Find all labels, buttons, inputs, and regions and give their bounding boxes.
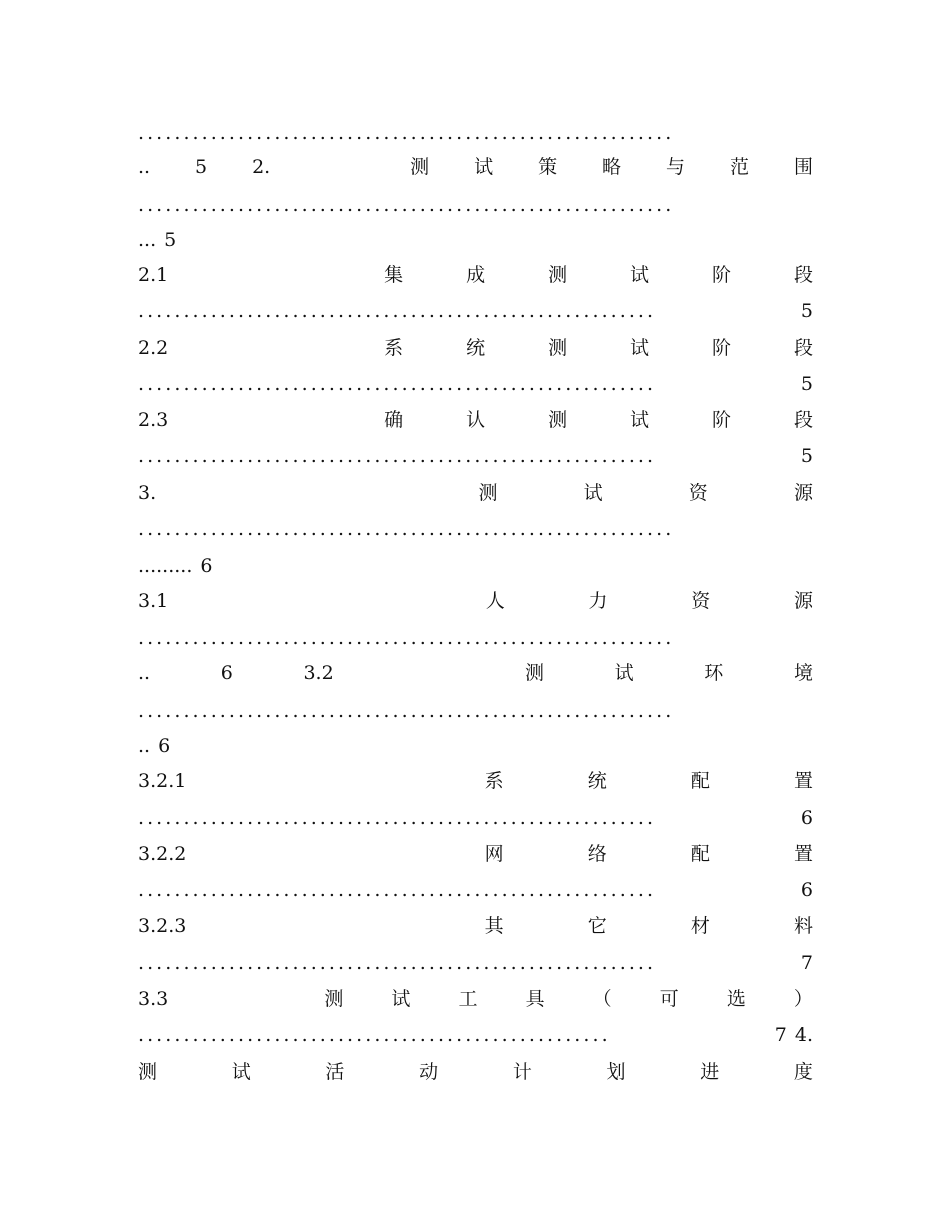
toc-leader-line: ........................................................... bbox=[138, 194, 675, 216]
toc-page-line: .. 6 bbox=[138, 731, 813, 761]
toc-entry-2-2[interactable]: 2.2 系 统 测 试 阶 段 bbox=[138, 337, 813, 359]
toc-page-number: 6 bbox=[800, 879, 813, 901]
toc-page-number: 6 bbox=[158, 735, 171, 757]
toc-leader-line: ......................................................... 5 bbox=[138, 369, 813, 399]
toc-page-number: 5 bbox=[800, 445, 813, 467]
toc-leader-line: ......................................................... 5 bbox=[138, 441, 813, 471]
toc-entry-3-2[interactable]: .. 6 3.2 测 试 环 境 bbox=[138, 662, 813, 684]
toc-entry-4[interactable]: 测 试 活 动 计 划 进 度 bbox=[138, 1061, 813, 1083]
toc-leader-line: ......................................................... 7 bbox=[138, 948, 813, 978]
toc-page-number: 5 bbox=[800, 300, 813, 322]
toc-page-line: ......... 6 bbox=[138, 551, 813, 581]
toc-entry-2-3[interactable]: 2.3 确 认 测 试 阶 段 bbox=[138, 409, 813, 431]
toc-line-2: .. 5 2. 测 试 策 略 与 范 围 bbox=[138, 156, 813, 178]
toc-page-number: 6 bbox=[800, 807, 813, 829]
toc-entry-3-2-2[interactable]: 3.2.2 网 络 配 置 bbox=[138, 843, 813, 865]
toc-leader-line: ......................................................... 5 bbox=[138, 296, 813, 326]
toc-entry-3-2-1[interactable]: 3.2.1 系 统 配 置 bbox=[138, 770, 813, 792]
toc-page-number: 7 bbox=[800, 952, 813, 974]
toc-page-number: 5 bbox=[800, 373, 813, 395]
toc-leader-line: ........................................................... bbox=[138, 518, 675, 540]
toc-page-number: 7 bbox=[774, 1024, 787, 1046]
toc-leader-line: ......................................................... 6 bbox=[138, 803, 813, 833]
toc-leader-line: ........................................................... bbox=[138, 700, 675, 722]
toc-entry-3-3[interactable]: 3.3 测 试 工 具 （ 可 选 ） bbox=[138, 988, 813, 1010]
toc-entry-3-1[interactable]: 3.1 人 力 资 源 bbox=[138, 590, 813, 612]
toc-page-number: 6 bbox=[200, 555, 213, 577]
toc-leader-line: ......................................................... 6 bbox=[138, 875, 813, 905]
toc-leader-line: .................................................... 7 4. bbox=[138, 1020, 813, 1050]
toc-leader-line: ........................................................... bbox=[138, 122, 675, 144]
toc-entry-3[interactable]: 3. 测 试 资 源 bbox=[138, 482, 813, 504]
toc-line-4: ... 5 bbox=[138, 229, 177, 251]
toc-entry-3-2-3[interactable]: 3.2.3 其 它 材 料 bbox=[138, 915, 813, 937]
toc-entry-2-1[interactable]: 2.1 集 成 测 试 阶 段 bbox=[138, 264, 813, 286]
toc-leader-line: ........................................................... bbox=[138, 627, 675, 649]
